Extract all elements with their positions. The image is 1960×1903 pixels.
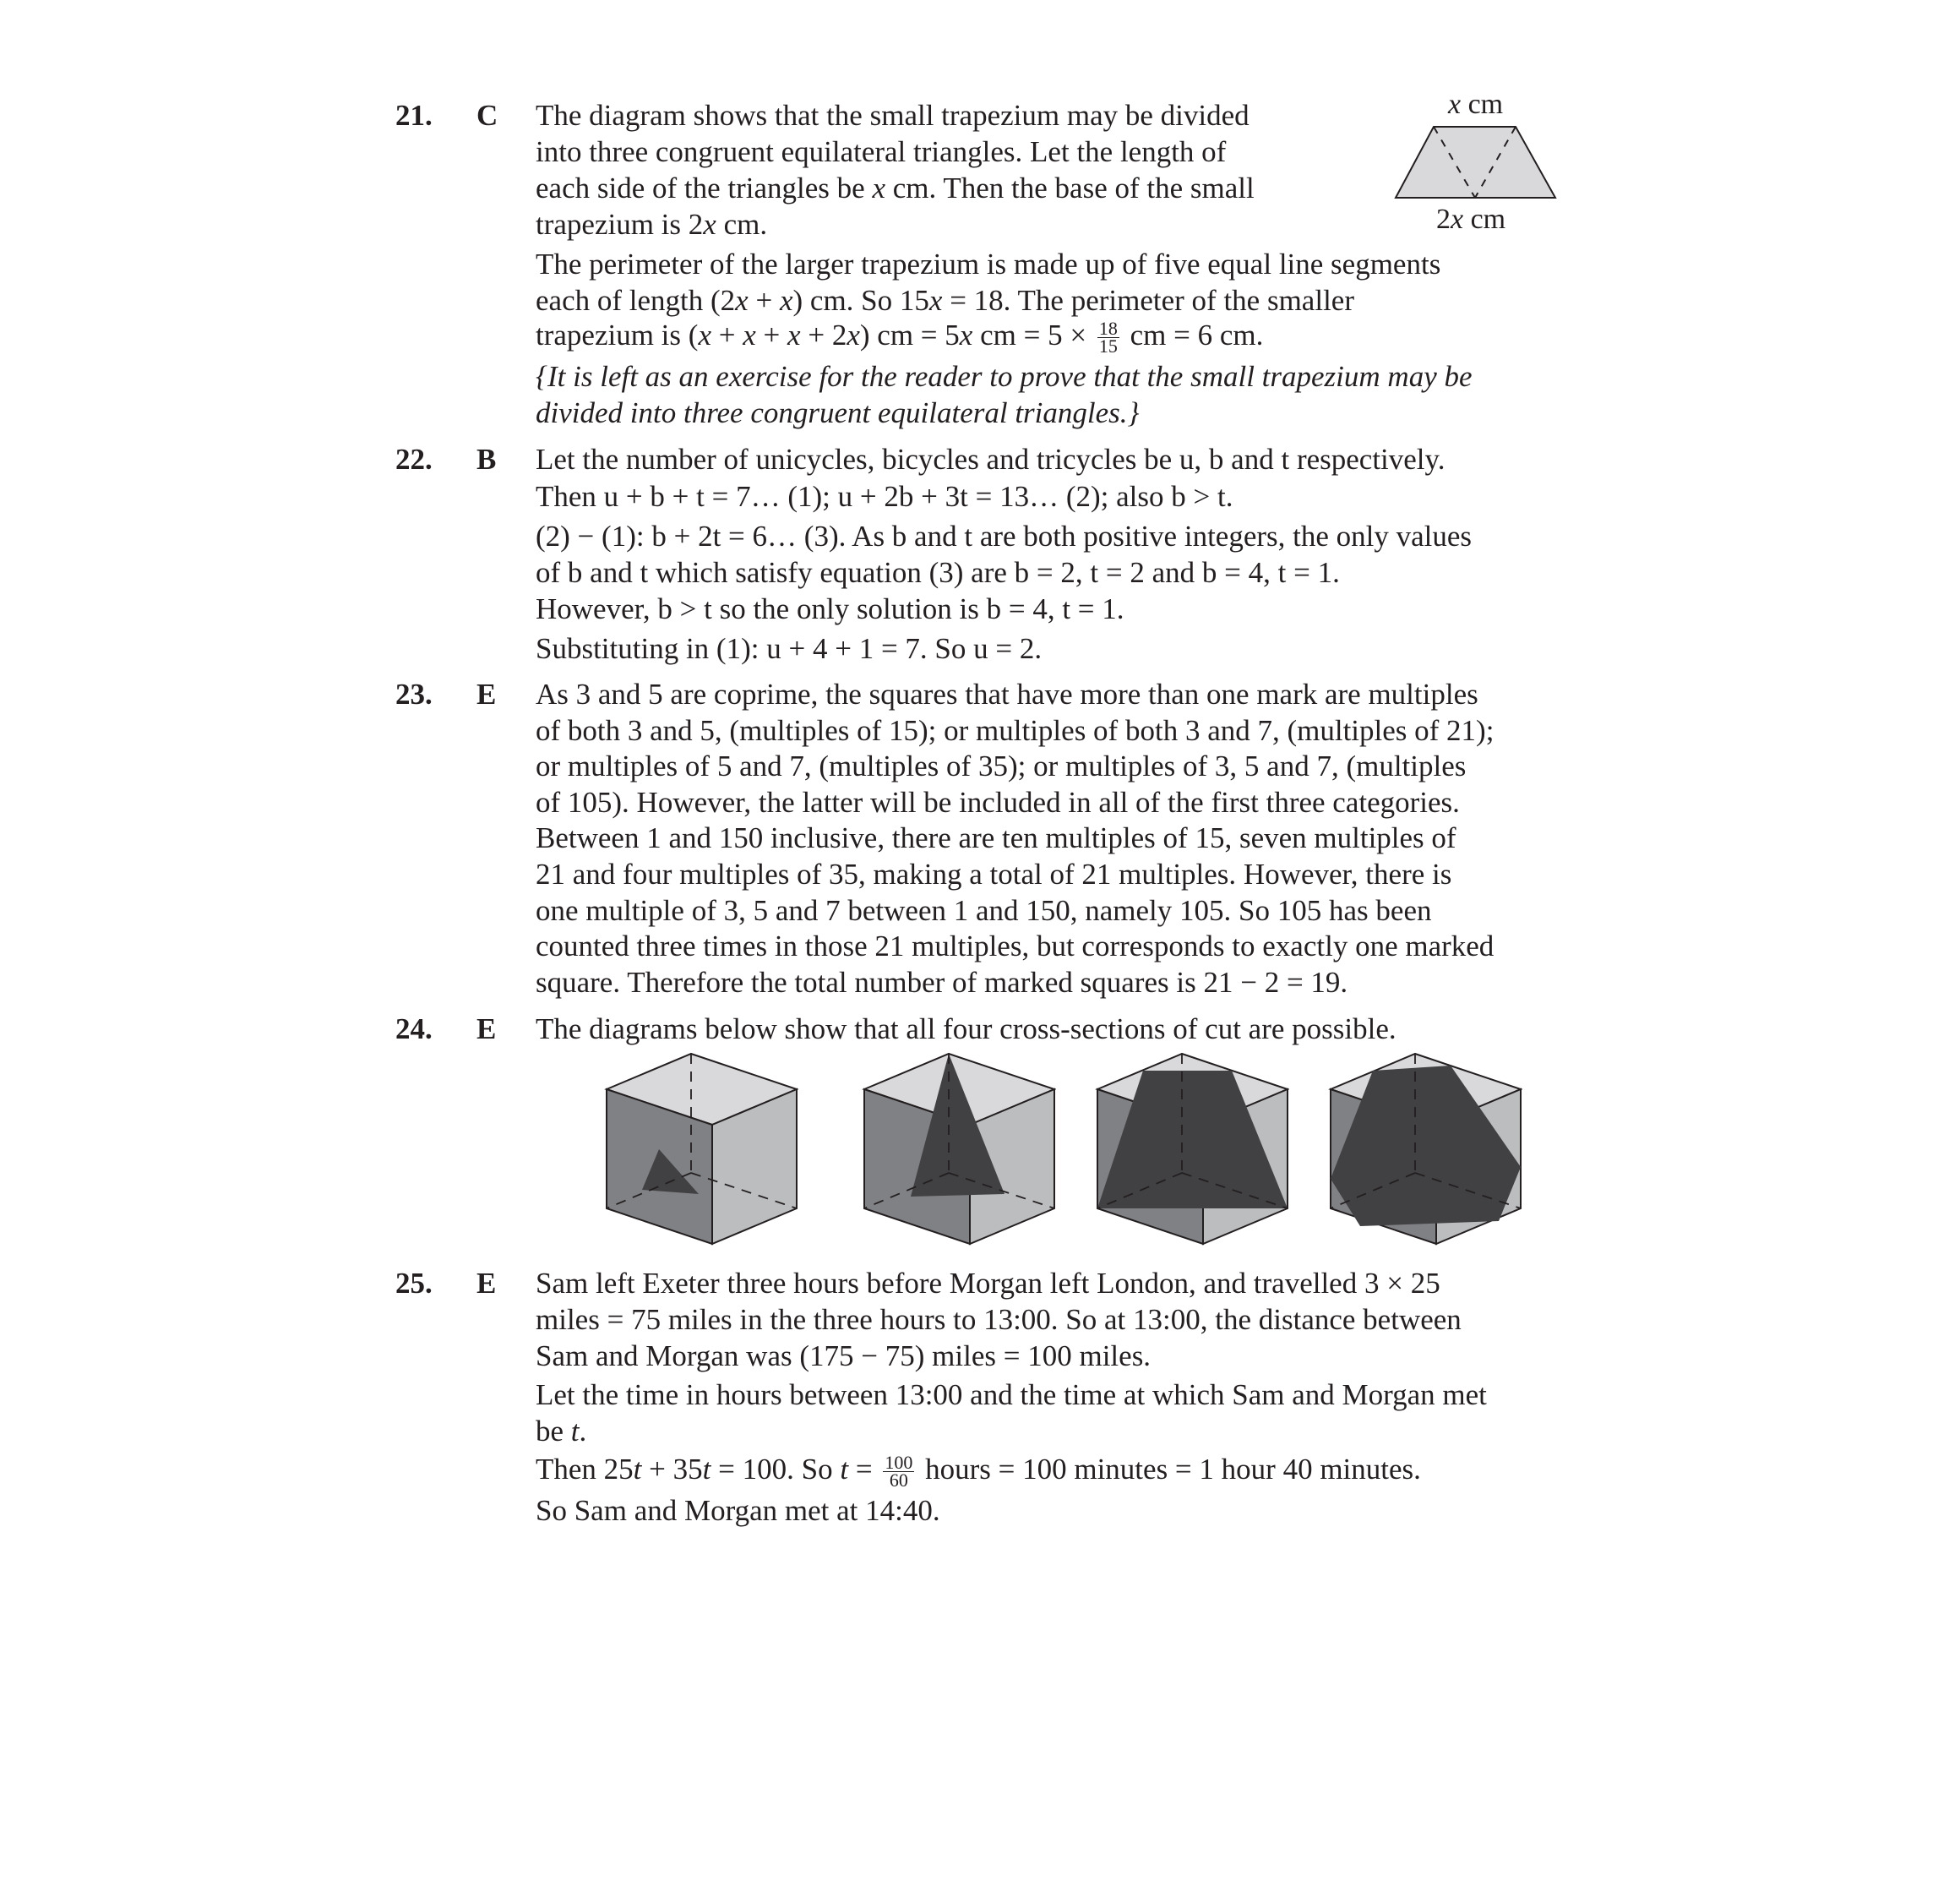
text-line: divided into three congruent equilateral triangles.} xyxy=(536,396,1140,429)
text-line: miles = 75 miles in the three hours to 13:00. So at 13:00, the distance between xyxy=(536,1303,1462,1336)
question-number: 24. xyxy=(395,1012,433,1045)
text-line: So Sam and Morgan met at 14:40. xyxy=(536,1494,940,1527)
answer-letter: E xyxy=(476,1267,497,1300)
text-line: As 3 and 5 are coprime, the squares that have more than one mark are multiples xyxy=(536,678,1478,711)
text-line: trapezium is 2x cm. xyxy=(536,208,768,241)
text-line: each side of the triangles be x cm. Then the base of the small xyxy=(536,172,1255,204)
answer-letter: C xyxy=(476,99,498,132)
text-line: of b and t which satisfy equation (3) are b = 2, t = 2 and b = 4, t = 1. xyxy=(536,556,1340,589)
text-line: Substituting in (1): u + 4 + 1 = 7. So u = 2. xyxy=(536,632,1043,665)
text-line: The diagrams below show that all four cross-sections of cut are possible. xyxy=(536,1012,1396,1045)
text-line: Let the number of unicycles, bicycles and tricycles be u, b and t respectively. xyxy=(536,443,1446,476)
trapezium-top-label: x cm xyxy=(1448,89,1504,120)
text-line: Between 1 and 150 inclusive, there are ten multiples of 15, seven multiples of xyxy=(536,821,1456,854)
text-line: Let the time in hours between 13:00 and the time at which Sam and Morgan met xyxy=(536,1378,1487,1411)
trapezium-diagram xyxy=(1394,118,1563,203)
text-line: Sam left Exeter three hours before Morgan left London, and travelled 3 × 25 xyxy=(536,1267,1440,1300)
text-line: or multiples of 5 and 7, (multiples of 35); or multiples of 3, 5 and 7, (multiples xyxy=(536,750,1467,782)
text-line: of both 3 and 5, (multiples of 15); or multiples of both 3 and 7, (multiples of 21); xyxy=(536,714,1494,747)
text-line: counted three times in those 21 multiples, but corresponds to exactly one marked xyxy=(536,930,1494,962)
text-line: 21 and four multiples of 35, making a total of 21 multiples. However, there is xyxy=(536,858,1452,891)
answer-letter: E xyxy=(476,1012,497,1045)
text-line: The perimeter of the larger trapezium is made up of five equal line segments xyxy=(536,248,1441,281)
text-line: of 105). However, the latter will be included in all of the first three categories. xyxy=(536,786,1460,819)
fraction: $\frac{18}{15}$ xyxy=(1098,318,1118,357)
text-line: The diagram shows that the small trapezium may be divided xyxy=(536,99,1250,132)
text-line: one multiple of 3, 5 and 7 between 1 and 150, namely 105. So 105 has been xyxy=(536,894,1432,927)
trapezium-bottom-label: 2x cm xyxy=(1436,204,1506,235)
cube-cross-section-quadrilateral xyxy=(1095,1052,1289,1246)
fraction: $\frac{100}{60}$ xyxy=(885,1452,913,1491)
cube-cross-section-triangle-tall xyxy=(862,1052,1056,1246)
text-line: Then u + b + t = 7… (1); u + 2b + 3t = 13… (2); also b > t. xyxy=(536,480,1233,513)
trapezium xyxy=(1396,127,1555,198)
answer-letter: B xyxy=(476,443,497,476)
text-line: each of length (2x + x) cm. So 15x = 18. The perimeter of the smaller xyxy=(536,284,1354,317)
text-line: square. Therefore the total number of marked squares is 21 − 2 = 19. xyxy=(536,966,1348,999)
cube-cross-section-hexagon xyxy=(1328,1052,1522,1246)
text-line: be t. xyxy=(536,1415,587,1448)
text-line: trapezium is (x + x + x + 2x) cm = 5x cm = 5 × $\frac{18}{15}$ cm = 6 cm. xyxy=(536,318,1264,357)
question-number: 23. xyxy=(395,678,433,711)
cube-cross-section-triangle-small xyxy=(604,1052,798,1246)
text-line: (2) − (1): b + 2t = 6… (3). As b and t are both positive integers, the only values xyxy=(536,520,1473,553)
text-line: into three congruent equilateral triangles. Let the length of xyxy=(536,135,1227,168)
text-line: {It is left as an exercise for the reader to prove that the small trapezium may be xyxy=(536,360,1473,393)
text-line: Sam and Morgan was (175 − 75) miles = 100 miles. xyxy=(536,1339,1152,1372)
question-number: 21. xyxy=(395,99,433,132)
question-number: 22. xyxy=(395,443,433,476)
text-line: Then 25t + 35t = 100. So t = $\frac{100}{60}$ hours = 100 minutes = 1 hour 40 minutes. xyxy=(536,1452,1421,1491)
text-line: However, b > t so the only solution is b = 4, t = 1. xyxy=(536,592,1124,625)
answer-letter: E xyxy=(476,678,497,711)
question-number: 25. xyxy=(395,1267,433,1300)
